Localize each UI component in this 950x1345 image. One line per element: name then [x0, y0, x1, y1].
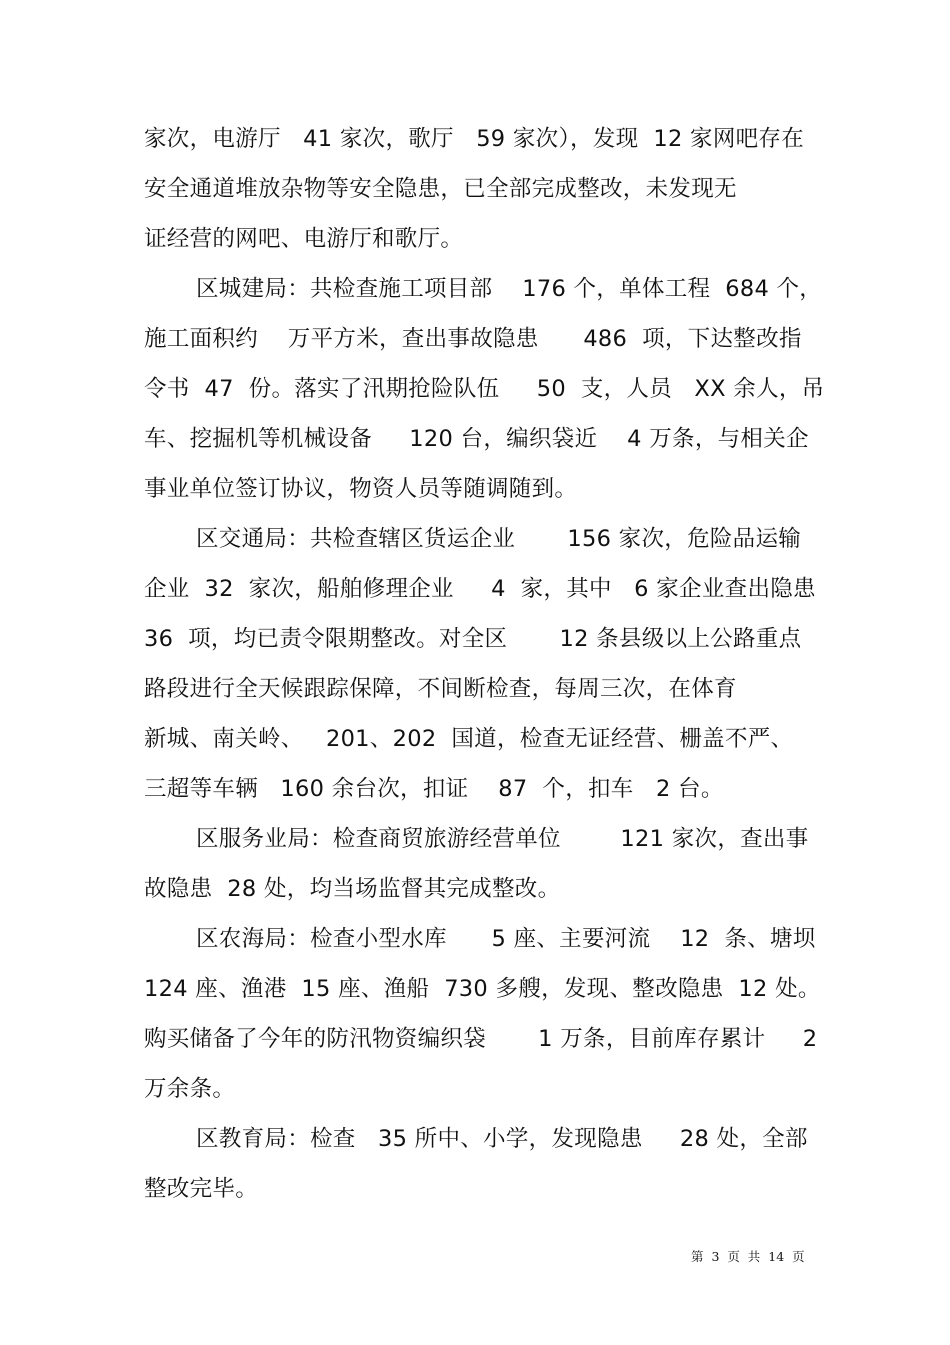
body-line-13: 新城、南关岭、 201、202 国道，检查无证经营、栅盖不严、 — [144, 726, 794, 752]
body-line-18: 124 座、渔港 15 座、渔船 730 多艘，发现、整改隐患 12 处。 — [144, 976, 821, 1002]
body-line-1: 家次，电游厅 41 家次，歌厅 59 家次），发现 12 家网吧存在 — [144, 126, 805, 152]
body-line-10: 企业 32 家次，船舶修理企业 4 家，其中 6 家企业查出隐患 — [144, 576, 816, 602]
body-line-19: 购买储备了今年的防汛物资编织袋 1 万条，目前库存累计 2 — [144, 1026, 818, 1052]
body-line-21: 区教育局：检查 35 所中、小学，发现隐患 28 处，全部 — [196, 1126, 808, 1152]
body-line-12: 路段进行全天候跟踪保障，不间断检查，每周三次，在体育 — [144, 676, 737, 702]
body-line-14: 三超等车辆 160 余台次，扣证 87 个，扣车 2 台。 — [144, 776, 724, 802]
body-line-22: 整改完毕。 — [144, 1176, 259, 1202]
body-line-8: 事业单位签订协议，物资人员等随调随到。 — [144, 476, 578, 502]
body-line-11: 36 项，均已责令限期整改。对全区 12 条县级以上公路重点 — [144, 626, 802, 652]
body-line-5: 施工面积约 万平方米，查出事故隐患 486 项，下达整改指 — [144, 326, 802, 352]
body-line-7: 车、挖掘机等机械设备 120 台，编织袋近 4 万条，与相关企 — [144, 426, 809, 452]
body-line-9: 区交通局：共检查辖区货运企业 156 家次，危险品运输 — [196, 526, 802, 552]
page-number-footer: 第 3 页 共 14 页 — [691, 1249, 805, 1264]
body-line-16: 故隐患 28 处，均当场监督其完成整改。 — [144, 876, 561, 902]
body-line-2: 安全通道堆放杂物等安全隐患，已全部完成整改，未发现无 — [144, 176, 737, 202]
body-line-4: 区城建局：共检查施工项目部 176 个，单体工程 684 个， — [196, 276, 823, 302]
body-line-6: 令书 47 份。落实了汛期抢险队伍 50 支，人员 XX 余人，吊 — [144, 376, 825, 402]
body-line-3: 证经营的网吧、电游厅和歌厅。 — [144, 226, 464, 252]
body-line-17: 区农海局：检查小型水库 5 座、主要河流 12 条、塘坝 — [196, 926, 816, 952]
body-line-20: 万余条。 — [144, 1076, 236, 1102]
body-line-15: 区服务业局：检查商贸旅游经营单位 121 家次，查出事 — [196, 826, 809, 852]
